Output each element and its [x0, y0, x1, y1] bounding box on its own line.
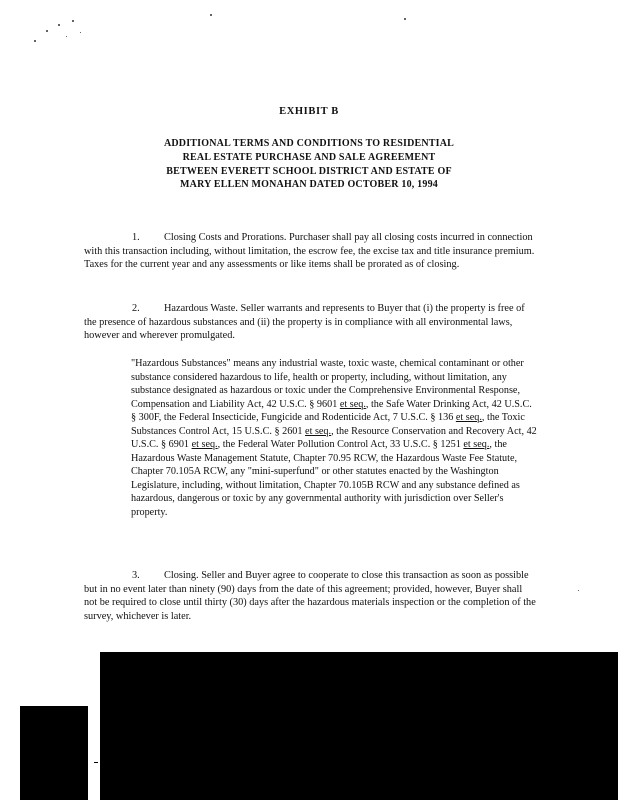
section-text: Closing. Seller and Buyer agree to cooperate to close this transaction as soon as possible but in no event later than ninety (90) days from the date of this agreement; provided, however, Buyer shall not be required to close until thirty (30) days after the hazardous materials inspection or the completion of the survey, whichever is later.: [84, 570, 536, 622]
definition-text: , the Toxic Substances Control Act, 15 U.S.C. § 2601: [131, 412, 525, 437]
section-text: Hazardous Waste. Seller warrants and represents to Buyer that (i) the property is free of the presence of hazardous substances and (ii) the property is in compliance with all environmental laws, however and wherever promulgated.: [84, 303, 525, 342]
hazardous-substances-definition: [131, 357, 537, 519]
heading-line: BETWEEN EVERETT SCHOOL DISTRICT AND ESTATE OF: [166, 165, 452, 177]
section-closing-costs: [84, 231, 536, 272]
definition-text: , the Safe Water Drinking Act, 42 U.S.C. § 300F, the Federal Insecticide, Fungicide and Rodenticide Act, 7 U.S.C. § 136: [131, 398, 532, 423]
scan-mark: [94, 762, 98, 763]
et-seq: et seq.: [305, 425, 332, 437]
section-text: Closing Costs and Prorations. Purchaser shall pay all closing costs incurred in connection with this transaction including, without limitation, the escrow fee, the excise tax and title insurance premium. Taxes for the current year and any assessments or like items shall be prorated as of closing.: [84, 232, 535, 271]
et-seq: et seq.: [191, 439, 218, 450]
section-number: 3.: [132, 570, 140, 581]
et-seq: et seq.: [339, 398, 366, 410]
heading-line: MARY ELLEN MONAHAN DATED OCTOBER 10, 1994: [180, 179, 438, 191]
definition-text: , the Federal Water Pollution Control Act, 33 U.S.C. § 1251: [217, 439, 464, 450]
document-heading: [0, 137, 618, 192]
heading-line: REAL ESTATE PURCHASE AND SALE AGREEMENT: [182, 151, 436, 163]
section-closing: [84, 569, 536, 623]
et-seq: et seq.: [463, 439, 490, 450]
redaction-block-large: [100, 652, 618, 800]
exhibit-title: EXHIBIT B: [279, 106, 339, 117]
et-seq: et seq.: [455, 412, 482, 423]
section-number: 2.: [132, 303, 140, 314]
definition-text: "Hazardous Substances" means any industrial waste, toxic waste, chemical contaminant or other substance considered hazardous to life, health or property, including, without limitation, any substance designated as hazardous or toxic under the Comprehensive Environmental Response, Compensation and Liability Act, 42 U.S.C. § 9601: [131, 358, 524, 410]
redaction-block-small: [20, 706, 88, 800]
definition-text: , the Hazardous Waste Management Statute, Chapter 70.95 RCW, the Hazardous Waste Fee Statute, Chapter 70.105A RCW, any "mini-superfund" or other statutes enacted by the Washington Legislature, including, without limitation, Chapter 70.105B RCW and any substance defined as hazardous, dangerous or toxic by any governmental authority with jurisdiction over Seller's property.: [131, 439, 520, 518]
definition-text: , the Resource Conservation and Recovery Act, 42 U.S.C. § 6901: [131, 425, 537, 450]
heading-line: ADDITIONAL TERMS AND CONDITIONS TO RESIDENTIAL: [163, 138, 455, 149]
section-number: 1.: [132, 232, 140, 243]
section-hazardous-waste: [84, 302, 536, 343]
